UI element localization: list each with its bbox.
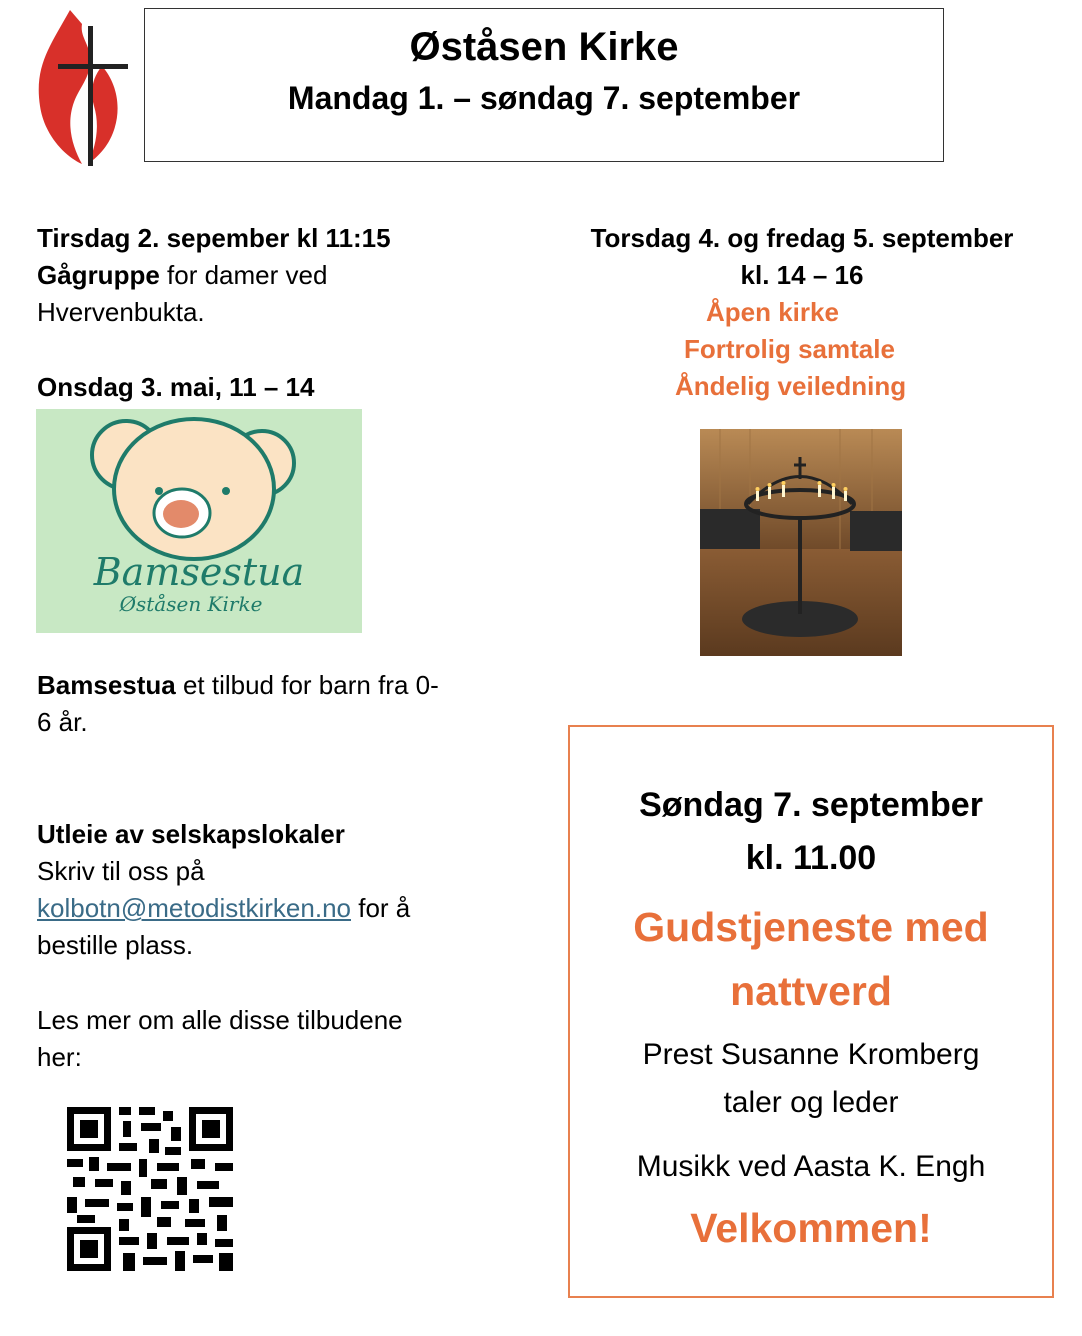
tuesday-desc: for damer ved	[159, 260, 328, 290]
thu-fri-section	[560, 220, 1044, 294]
more-info: Les mer om alle disse tilbudene her:	[37, 1005, 403, 1072]
thu-fri-heading: Torsdag 4. og fredag 5. september	[590, 223, 1014, 253]
thu-fri-time: kl. 14 – 16	[740, 260, 864, 290]
svg-text:Bamsestua: Bamsestua	[93, 550, 305, 594]
teddy-bear-icon	[36, 409, 362, 633]
priest-line1: Prest Susanne Kromberg	[642, 1038, 980, 1071]
tuesday-location: Hvervenbukta.	[37, 297, 205, 327]
music-line: Musikk ved Aasta K. Engh	[636, 1150, 986, 1183]
sunday-date: Søndag 7. september	[639, 786, 983, 824]
title-box	[144, 8, 944, 162]
confidential-talk: Fortrolig samtale	[684, 334, 895, 364]
page-title: Øståsen Kirke	[409, 25, 679, 69]
tuesday-activity: Gågruppe	[37, 260, 160, 290]
spiritual-guidance: Åndelig veiledning	[675, 371, 907, 401]
page-subtitle: Mandag 1. – søndag 7. september	[287, 80, 801, 116]
tuesday-heading: Tirsdag 2. sepember kl 11:15	[37, 223, 391, 253]
cross-flame-icon	[30, 6, 134, 168]
email-link[interactable]: kolbotn@metodistkirken.no	[37, 893, 351, 923]
sunday-time: kl. 11.00	[745, 839, 877, 877]
church-interior-photo	[700, 429, 902, 656]
bamsestua-description: Bamsestua et tilbud for barn fra 0- 6 år.	[37, 670, 439, 737]
wednesday-heading: Onsdag 3. mai, 11 – 14	[37, 372, 315, 402]
qr-code-icon	[67, 1107, 233, 1271]
welcome-text: Velkommen!	[690, 1205, 932, 1251]
sunday-service-box	[568, 725, 1054, 1298]
bamsestua-name: Bamsestua	[37, 670, 176, 700]
service-title-line2: nattverd	[730, 968, 892, 1014]
svg-text:Øståsen Kirke: Øståsen Kirke	[119, 592, 263, 616]
candle-stand-image	[700, 429, 902, 656]
qr-code[interactable]	[67, 1107, 233, 1271]
tuesday-section	[37, 220, 517, 331]
church-logo	[30, 6, 134, 168]
service-title-line1: Gudstjeneste med	[633, 904, 989, 950]
rental-heading: Utleie av selskapslokaler	[37, 819, 345, 849]
open-church: Åpen kirke	[706, 297, 839, 327]
bamsestua-logo	[36, 409, 362, 633]
rental-section: Utleie av selskapslokaler Skriv til oss på kolbotn@metodistkirken.no for å bestille plass.	[37, 816, 517, 964]
priest-line2: taler og leder	[723, 1086, 899, 1119]
